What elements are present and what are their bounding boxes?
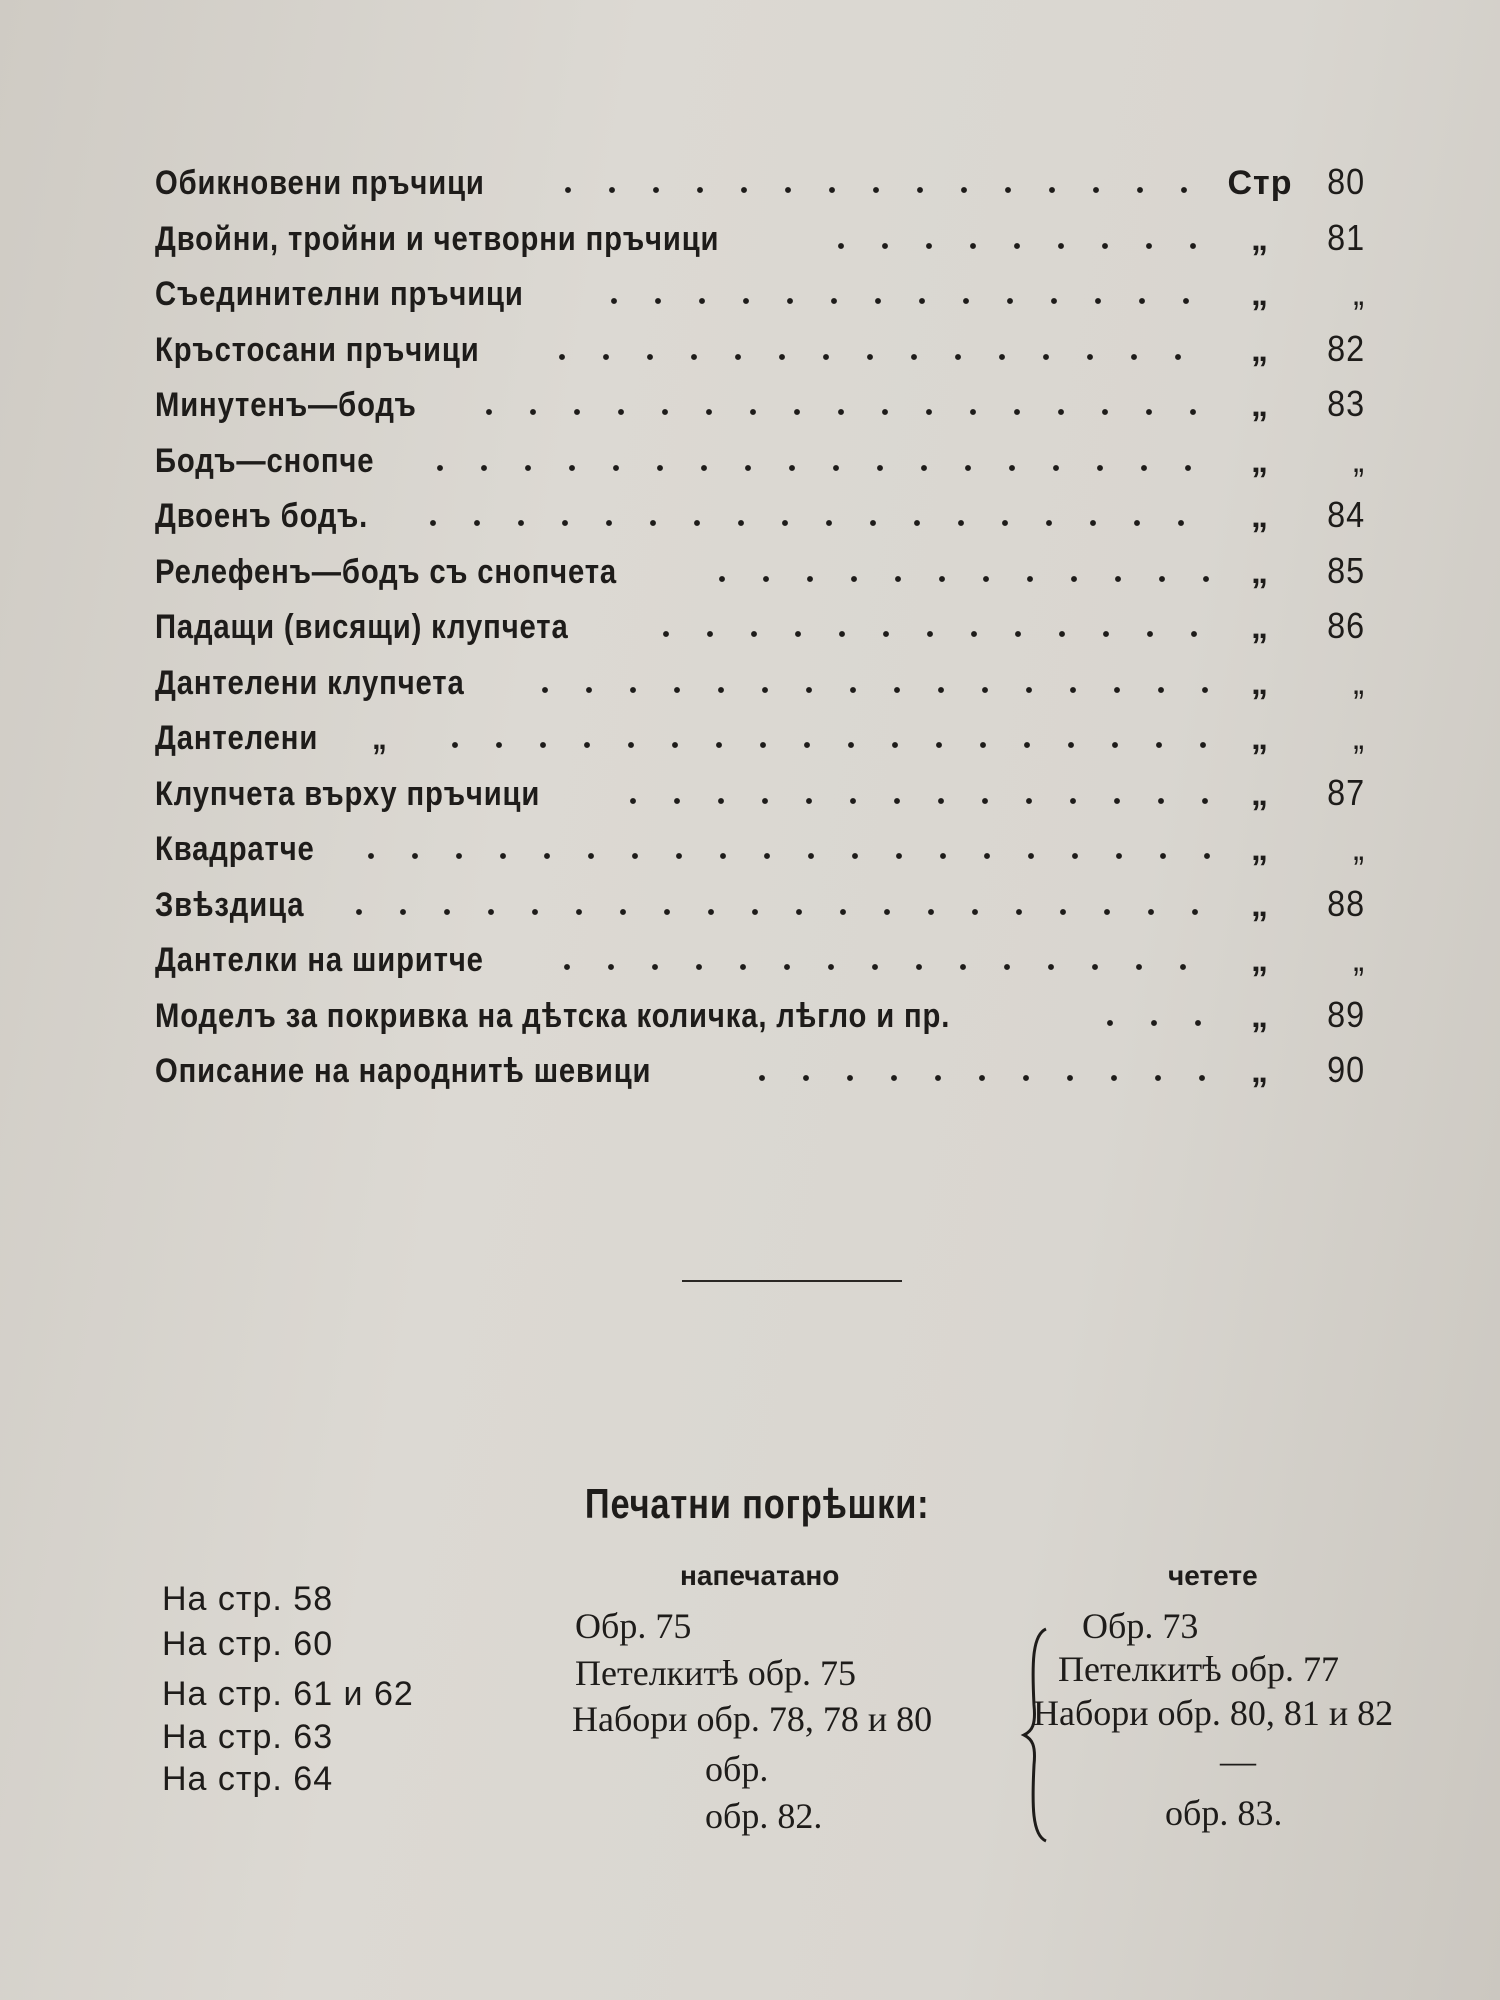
toc-title: Двоенъ бодъ. bbox=[155, 497, 369, 535]
toc-row bbox=[155, 438, 1365, 494]
dot-leader bbox=[592, 271, 1217, 305]
toc-row bbox=[155, 660, 1365, 716]
toc-title: Звѣздица bbox=[155, 885, 305, 924]
toc-row bbox=[155, 1048, 1365, 1104]
toc-title: Падащи (висящи) клупчета bbox=[155, 608, 569, 646]
toc-page-number: „ bbox=[1353, 827, 1365, 868]
dot-leader bbox=[523, 660, 1217, 694]
toc-ditto: „ bbox=[1251, 552, 1269, 591]
errata-location: На стр. 61 и 62 bbox=[162, 1675, 414, 1713]
errata-location: На стр. 60 bbox=[162, 1625, 334, 1663]
toc-ditto: „ bbox=[1251, 441, 1269, 480]
dot-leader bbox=[546, 160, 1217, 194]
errata-printed: Петелкитѣ обр. 75 bbox=[575, 1653, 857, 1693]
toc-title: Минутенъ—бодъ bbox=[155, 386, 417, 424]
toc-row bbox=[155, 382, 1365, 438]
toc-title: Моделъ за покривка на дѣтска количка, лѣгло и пр. bbox=[155, 996, 951, 1035]
errata-printed: обр. 82. bbox=[705, 1796, 823, 1836]
toc-row bbox=[155, 271, 1365, 327]
errata-read: Обр. 73 bbox=[1082, 1606, 1199, 1646]
dot-leader bbox=[467, 382, 1217, 416]
toc-ditto: „ bbox=[1251, 774, 1269, 813]
toc-page-number: 89 bbox=[1327, 993, 1365, 1035]
errata-printed: Набори обр. 78, 78 и 80 bbox=[572, 1699, 933, 1739]
toc-ditto: „ bbox=[1251, 719, 1269, 757]
dot-leader bbox=[418, 438, 1217, 472]
toc-title: Обикновени пръчици bbox=[155, 164, 485, 202]
dot-leader bbox=[433, 715, 1217, 749]
dot-leader bbox=[337, 882, 1217, 916]
toc-ditto: „ bbox=[1251, 663, 1269, 702]
dot-leader bbox=[411, 493, 1217, 527]
errata-title: Печатни погрѣшки: bbox=[584, 1480, 930, 1527]
toc-title: Бодъ—снопче bbox=[155, 441, 375, 480]
dot-leader bbox=[700, 549, 1217, 583]
toc-ditto: „ bbox=[1251, 830, 1269, 868]
toc-row bbox=[155, 937, 1365, 993]
errata-read: Набори обр. 80, 81 и 82 bbox=[1033, 1693, 1394, 1733]
section-divider bbox=[682, 1280, 902, 1282]
toc-ditto: „ bbox=[1251, 1052, 1269, 1090]
toc-ditto: „ bbox=[1251, 996, 1269, 1035]
toc-page-number: 90 bbox=[1327, 1049, 1365, 1090]
toc-title: Съединителни пръчици bbox=[155, 275, 524, 313]
errata-read: обр. 83. bbox=[1165, 1793, 1283, 1833]
toc-title: Дантелени клупчета bbox=[155, 663, 465, 702]
toc-row bbox=[155, 604, 1365, 660]
toc-title: Кръстосани пръчици bbox=[155, 330, 480, 369]
errata-printed: Обр. 75 bbox=[575, 1606, 692, 1646]
errata-printed-header: напечатано bbox=[680, 1560, 840, 1591]
toc-page-number: „ bbox=[1353, 660, 1365, 702]
curly-brace-icon bbox=[1018, 1625, 1058, 1845]
toc-ditto: „ bbox=[1251, 885, 1269, 924]
toc-ditto: Стр bbox=[1227, 164, 1293, 202]
errata-read: Петелкитѣ обр. 77 bbox=[1058, 1649, 1340, 1689]
toc-title: Описание на народнитѣ шевици bbox=[155, 1052, 652, 1090]
dot-leader bbox=[611, 771, 1217, 805]
toc-row bbox=[155, 549, 1365, 605]
toc-page-number: 86 bbox=[1327, 605, 1365, 646]
dot-leader bbox=[740, 1048, 1217, 1082]
toc-page-number: 84 bbox=[1327, 494, 1365, 535]
toc-row bbox=[155, 715, 1365, 771]
toc-title: Релефенъ—бодъ съ снопчета bbox=[155, 552, 618, 591]
toc-page-number: „ bbox=[1353, 716, 1365, 757]
toc-title: Двойни, тройни и четворни пръчици bbox=[155, 219, 720, 258]
dot-leader bbox=[819, 216, 1217, 250]
toc-row bbox=[155, 993, 1365, 1049]
toc-page-number: 88 bbox=[1327, 882, 1365, 924]
dot-leader bbox=[545, 937, 1217, 971]
toc-page-number: 81 bbox=[1327, 216, 1365, 258]
errata-printed: обр. bbox=[705, 1749, 769, 1789]
toc-ditto: „ bbox=[1251, 219, 1269, 258]
toc-page-number: „ bbox=[1353, 438, 1365, 480]
dot-leader bbox=[349, 826, 1217, 860]
toc-title: Квадратче bbox=[155, 830, 315, 868]
toc-ditto: „ bbox=[1251, 275, 1269, 313]
dot-leader bbox=[540, 327, 1217, 361]
toc-ditto: „ bbox=[1251, 330, 1269, 369]
toc-row bbox=[155, 771, 1365, 827]
toc-row bbox=[155, 882, 1365, 938]
errata-location: На стр. 58 bbox=[162, 1580, 334, 1618]
toc-page-number: 85 bbox=[1327, 549, 1365, 591]
toc-row bbox=[155, 216, 1365, 272]
toc-ditto: „ bbox=[1251, 941, 1269, 979]
errata-location: На стр. 63 bbox=[162, 1718, 334, 1756]
toc-row bbox=[155, 160, 1365, 216]
table-of-contents bbox=[155, 160, 1365, 1104]
toc-page-number: 87 bbox=[1327, 771, 1365, 813]
toc-page-number: 80 bbox=[1327, 161, 1365, 202]
toc-title: Клупчета върху пръчици bbox=[155, 774, 541, 813]
toc-row bbox=[155, 826, 1365, 882]
toc-page-number: 83 bbox=[1327, 383, 1365, 424]
toc-ditto: „ bbox=[1251, 608, 1269, 646]
errata-read-header: четете bbox=[1168, 1560, 1258, 1591]
toc-title: Дантелени „ bbox=[155, 719, 388, 757]
toc-page-number: 82 bbox=[1327, 327, 1365, 369]
errata-location: На стр. 64 bbox=[162, 1760, 334, 1798]
toc-title: Дантелки на ширитче bbox=[155, 941, 484, 979]
toc-ditto: „ bbox=[1251, 497, 1269, 535]
toc-ditto: „ bbox=[1251, 386, 1269, 424]
toc-row bbox=[155, 327, 1365, 383]
toc-page-number: „ bbox=[1353, 272, 1365, 313]
toc-row bbox=[155, 493, 1365, 549]
errata-read: — bbox=[1220, 1741, 1256, 1781]
dot-leader bbox=[644, 604, 1217, 638]
dot-leader bbox=[1088, 993, 1217, 1027]
toc-page-number: „ bbox=[1353, 938, 1365, 979]
